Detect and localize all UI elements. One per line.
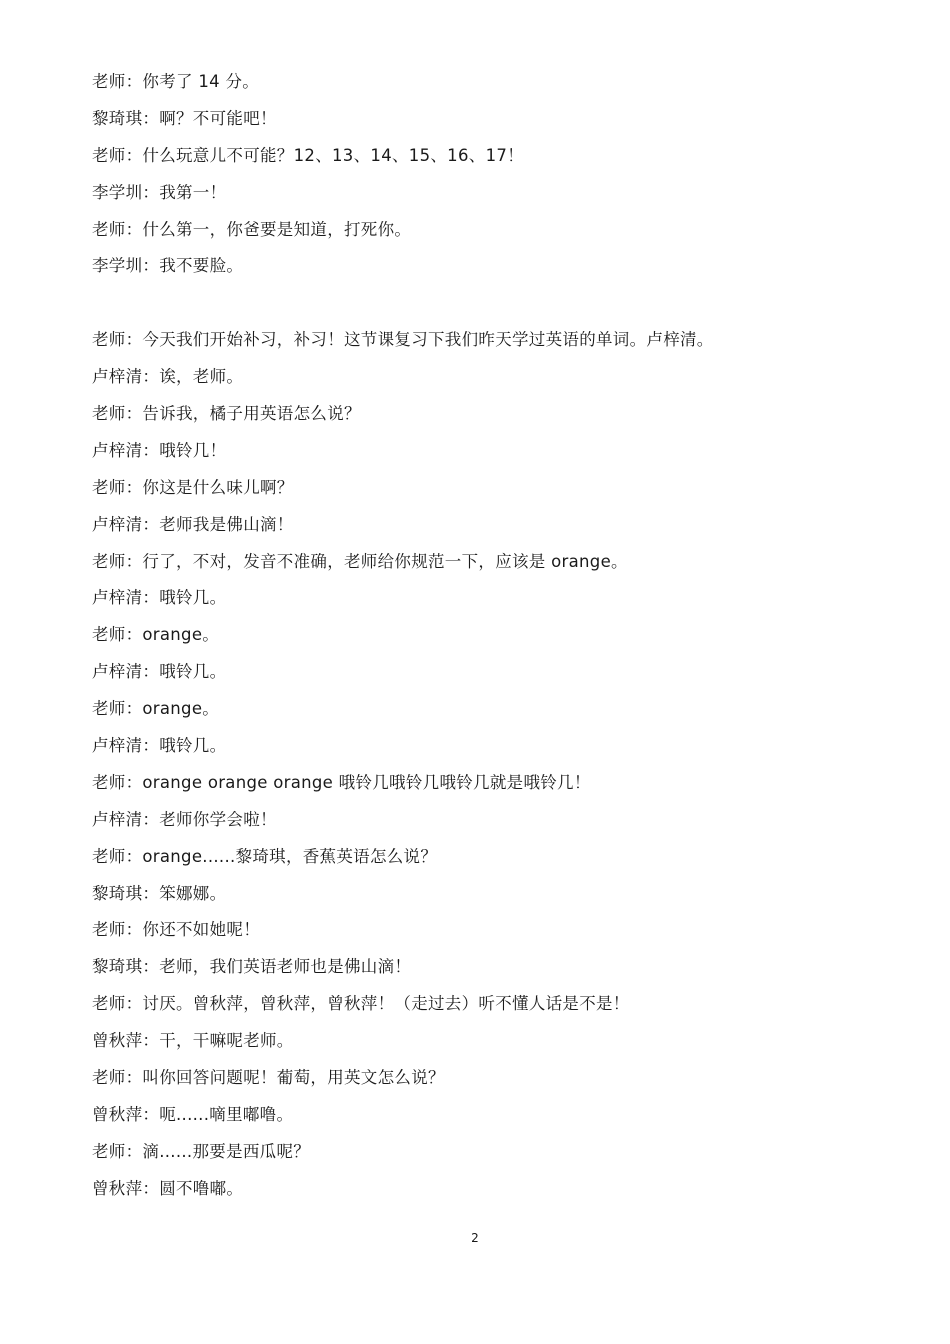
dialogue-line: 老师：什么第一，你爸要是知道，打死你。: [92, 219, 412, 239]
dialogue-line: 老师：你考了 14 分。: [92, 72, 260, 91]
page-number: 2: [471, 1231, 479, 1245]
dialogue-line: 老师：叫你回答问题呢！葡萄，用英文怎么说？: [92, 1068, 445, 1088]
dialogue-line: 老师：今天我们开始补习，补习！这节课复习下我们昨天学过英语的单词。卢梓清。: [92, 330, 714, 350]
dialogue-line: 老师：你这是什么味儿啊？: [92, 477, 294, 497]
dialogue-line: 曾秋萍：干，干嘛呢老师。: [92, 1031, 294, 1051]
dialogue-line: 卢梓清：哦铃几。: [92, 736, 227, 756]
dialogue-line: 卢梓清：哦铃几！: [92, 440, 227, 460]
dialogue-line: 老师：orange。: [92, 699, 220, 719]
dialogue-line: 卢梓清：诶，老师。: [92, 367, 244, 387]
dialogue-line: 黎琦琪：啊？不可能吧！: [92, 108, 277, 128]
dialogue-line: 卢梓清：老师我是佛山滴！: [92, 514, 294, 534]
paragraph-break: [92, 288, 872, 325]
dialogue-line: 黎琦琪：笨娜娜。: [92, 883, 227, 903]
dialogue-line: 曾秋萍：呃......嘀里嘟噜。: [92, 1104, 294, 1124]
dialogue-line: 李学圳：我不要脸。: [92, 256, 244, 276]
dialogue-line: 老师：行了，不对，发音不准确，老师给你规范一下，应该是 orange。: [92, 551, 628, 571]
dialogue-line: 老师：告诉我，橘子用英语怎么说？: [92, 404, 361, 424]
dialogue-line: 老师：讨厌。曾秋萍，曾秋萍，曾秋萍！（走过去）听不懂人话是不是！: [92, 994, 630, 1014]
dialogue-line: 老师：orange。: [92, 625, 220, 645]
dialogue-line: 卢梓清：哦铃几。: [92, 662, 227, 682]
dialogue-line: 老师：你还不如她呢！: [92, 920, 260, 940]
dialogue-line: 老师：滴......那要是西瓜呢？: [92, 1141, 311, 1161]
dialogue-line: 卢梓清：哦铃几。: [92, 588, 227, 608]
dialogue-line: 老师：orange orange orange 哦铃几哦铃几哦铃几就是哦铃几！: [92, 772, 591, 792]
dialogue-line: 老师：orange......黎琦琪，香蕉英语怎么说？: [92, 846, 438, 866]
dialogue-line: 卢梓清：老师你学会啦！: [92, 809, 277, 829]
dialogue-line: 李学圳：我第一！: [92, 182, 227, 202]
dialogue-line: 老师：什么玩意儿不可能？12、13、14、15、16、17！: [92, 145, 524, 165]
dialogue-line: 黎琦琪：老师，我们英语老师也是佛山滴！: [92, 957, 412, 977]
dialogue-line: 曾秋萍：圆不噜嘟。: [92, 1178, 244, 1198]
dialogue-text: [92, 67, 872, 1211]
